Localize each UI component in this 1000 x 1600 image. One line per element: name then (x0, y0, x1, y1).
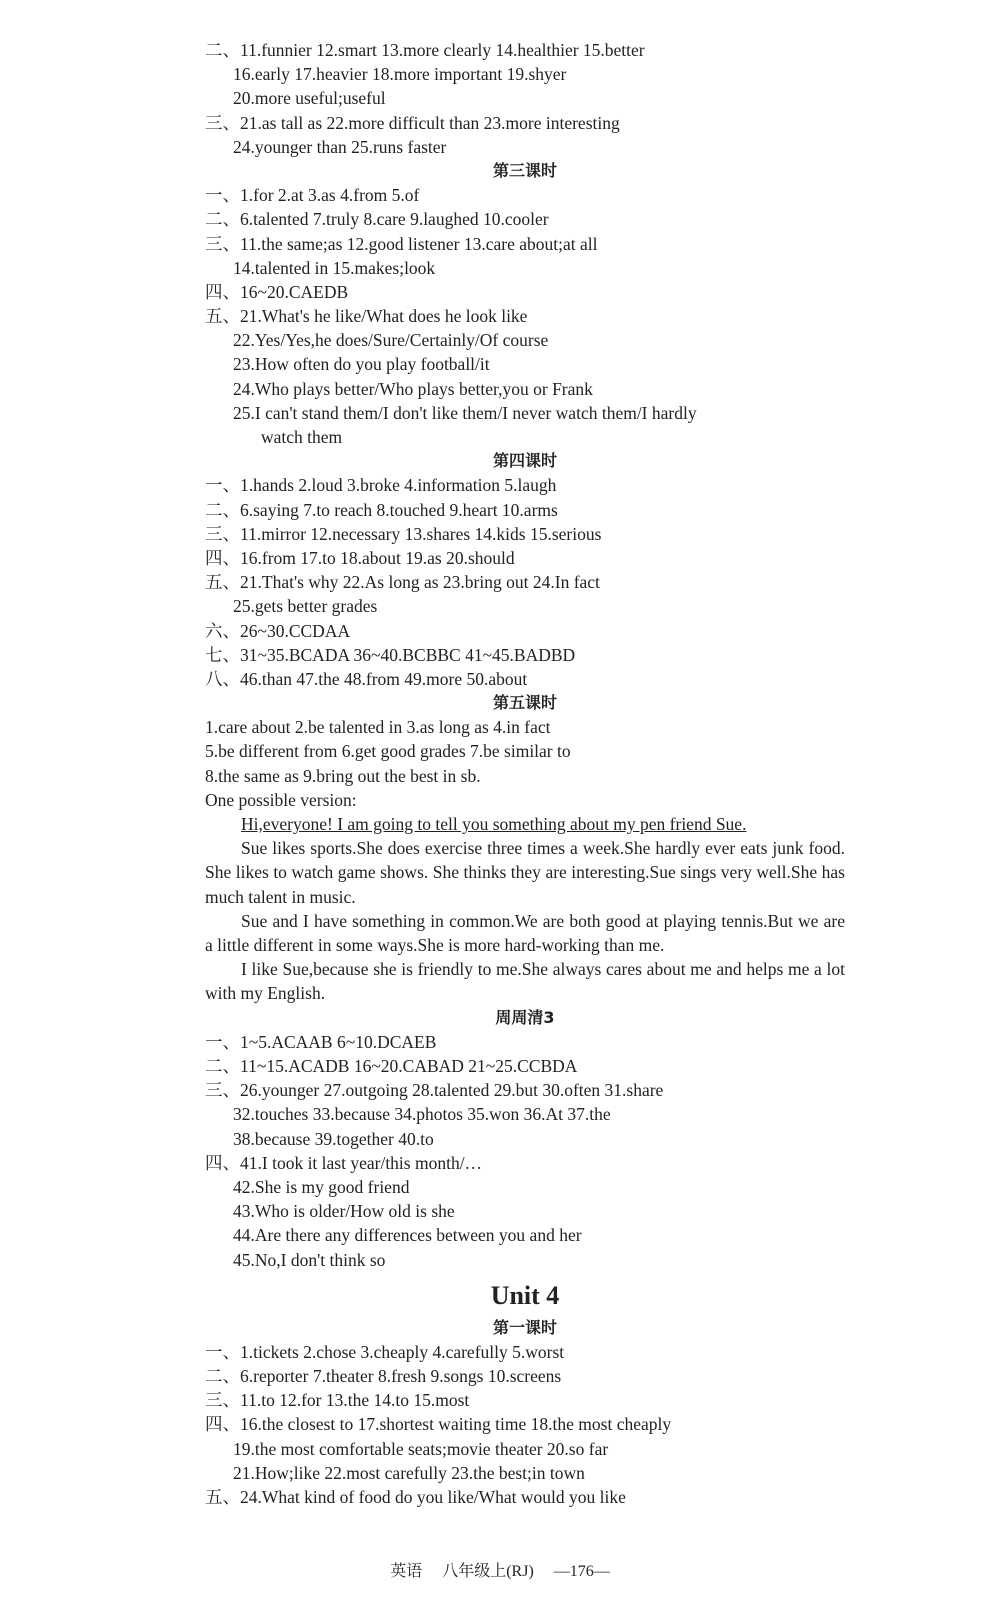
answer-line: 三、21.as tall as 22.more difficult than 23.more interesting (205, 112, 620, 133)
answer-line: 七、31~35.BCADA 36~40.BCBBC 41~45.BADBD (205, 644, 576, 665)
answer-line: 四、16~20.CAEDB (205, 281, 349, 302)
answer-line: 32.touches 33.because 34.photos 35.won 36.At 37.the (233, 1104, 611, 1125)
answer-line: 25.gets better grades (233, 596, 378, 617)
answer-line: 22.Yes/Yes,he does/Sure/Certainly/Of course (233, 330, 549, 351)
answer-line: 二、6.talented 7.truly 8.care 9.laughed 10.cooler (205, 209, 549, 230)
answer-line: 三、11.to 12.for 13.the 14.to 15.most (205, 1390, 470, 1411)
answer-line: 38.because 39.together 40.to (233, 1128, 434, 1149)
section-heading: 第一课时 (492, 1317, 557, 1337)
page-footer (0, 1558, 1000, 1581)
answer-line: 43.Who is older/How old is she (233, 1201, 455, 1222)
essay-paragraph: Sue likes sports.She does exercise three times a week.She hardly ever eats junk food. She likes to watch game shows. She thinks they are interesting.Sue sings very well.She has much talent in music. (205, 838, 845, 907)
section-heading: 第五课时 (492, 693, 557, 713)
answer-line: 20.more useful;useful (233, 88, 386, 109)
answer-line: 一、1.tickets 2.chose 3.cheaply 4.carefully 5.worst (205, 1341, 565, 1362)
answer-line: 二、6.saying 7.to reach 8.touched 9.heart 10.arms (205, 499, 558, 520)
answer-line: 24.younger than 25.runs faster (233, 136, 447, 157)
answer-line: 一、1.hands 2.loud 3.broke 4.information 5.laugh (205, 475, 557, 496)
unit-title: Unit 4 (490, 1280, 560, 1310)
essay-paragraph: Sue and I have something in common.We are both good at playing tennis.But we are a little different in some ways.She is more hard-working than me. (205, 910, 845, 956)
answer-line: 八、46.than 47.the 48.from 49.more 50.about (205, 668, 528, 689)
answer-line: 21.How;like 22.most carefully 23.the best;in town (233, 1462, 585, 1483)
sample-essay (205, 812, 845, 1006)
answer-line: One possible version: (205, 789, 357, 810)
section-heading: 第四课时 (492, 451, 557, 471)
answer-line: 六、26~30.CCDAA (205, 620, 351, 641)
footer-grade: 八年级上(RJ) (442, 1563, 534, 1580)
section-heading: 周周清3 (495, 1007, 555, 1027)
answer-line: 5.be different from 6.get good grades 7.be similar to (205, 741, 571, 762)
answer-line: 四、16.the closest to 17.shortest waiting time 18.the most cheaply (205, 1414, 672, 1435)
answer-line: 1.care about 2.be talented in 3.as long as 4.in fact (205, 717, 551, 738)
answer-line: 23.How often do you play football/it (233, 354, 490, 375)
answer-line: 19.the most comfortable seats;movie theater 20.so far (233, 1438, 609, 1459)
answer-line: 44.Are there any differences between you and her (233, 1225, 582, 1246)
essay-paragraph: Hi,everyone! I am going to tell you something about my pen friend Sue. (241, 814, 747, 834)
answer-line: 二、11~15.ACADB 16~20.CABAD 21~25.CCBDA (205, 1056, 578, 1076)
answer-line: 五、24.What kind of food do you like/What would you like (205, 1487, 626, 1507)
footer-subject: 英语 (390, 1563, 423, 1580)
answer-page (205, 38, 845, 1509)
answer-line: 二、6.reporter 7.theater 8.fresh 9.songs 10.screens (205, 1366, 562, 1387)
answer-line: 二、11.funnier 12.smart 13.more clearly 14.healthier 15.better (205, 40, 645, 60)
answer-line: 16.early 17.heavier 18.more important 19.shyer (233, 64, 567, 85)
answer-line: 25.I can't stand them/I don't like them/I never watch them/I hardly (233, 402, 697, 423)
answer-block-weekly-quiz (205, 1006, 845, 1272)
answer-line: 42.She is my good friend (233, 1176, 410, 1197)
answer-line: 四、41.I took it last year/this month/… (205, 1152, 483, 1173)
answer-line: 45.No,I don't think so (233, 1249, 386, 1270)
answer-line: 五、21.What's he like/What does he look like (205, 306, 528, 327)
answer-line: 一、1~5.ACAAB 6~10.DCAEB (205, 1031, 437, 1052)
answer-line: 三、26.younger 27.outgoing 28.talented 29.but 30.often 31.share (205, 1080, 664, 1101)
answer-block-unit4 (205, 1316, 845, 1510)
answer-line: 三、11.mirror 12.necessary 13.shares 14.kids 15.serious (205, 523, 602, 544)
answer-line: 24.Who plays better/Who plays better,you or Frank (233, 378, 593, 399)
answer-line: 8.the same as 9.bring out the best in sb. (205, 765, 481, 786)
answer-line: 三、11.the same;as 12.good listener 13.care about;at all (205, 233, 598, 254)
essay-paragraph: I like Sue,because she is friendly to me.She always cares about me and helps me a lot with my English. (205, 959, 845, 1004)
answer-line: 一、1.for 2.at 3.as 4.from 5.of (205, 185, 420, 206)
answer-line: watch them (261, 427, 343, 447)
footer-page-number: —176— (553, 1563, 610, 1580)
section-heading: 第三课时 (492, 160, 557, 180)
answer-line: 四、16.from 17.to 18.about 19.as 20.should (205, 547, 515, 568)
answer-line: 14.talented in 15.makes;look (233, 257, 436, 278)
answer-block-unit3-lessons (205, 38, 845, 812)
answer-line: 五、21.That's why 22.As long as 23.bring out 24.In fact (205, 572, 600, 593)
